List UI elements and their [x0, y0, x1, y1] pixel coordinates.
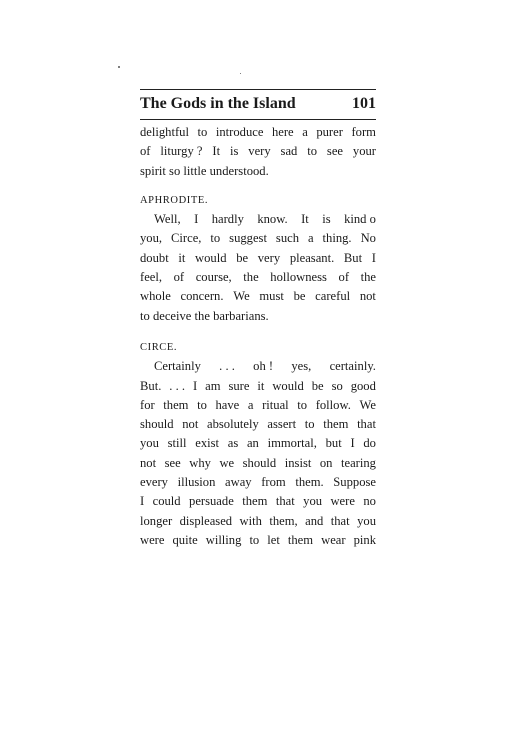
- word: would: [272, 378, 304, 393]
- paragraph-circe: [140, 357, 376, 550]
- word: to: [210, 231, 221, 246]
- word: you: [357, 513, 376, 528]
- word: No: [360, 231, 376, 246]
- word: But.: [140, 378, 162, 393]
- word: could: [152, 494, 181, 509]
- word: I: [140, 494, 145, 509]
- word: sure: [228, 378, 250, 393]
- word: your: [352, 144, 376, 159]
- word: from: [261, 475, 286, 490]
- word: and: [305, 513, 324, 528]
- word: why: [189, 455, 211, 470]
- word: concern.: [180, 289, 224, 304]
- word: would: [195, 250, 227, 265]
- word: to: [197, 397, 207, 412]
- word: you: [140, 436, 159, 451]
- print-speck: [118, 66, 120, 68]
- word: for: [140, 397, 155, 412]
- word: I: [350, 436, 355, 451]
- word: hollowness: [270, 270, 327, 285]
- word: exist: [195, 436, 220, 451]
- word: It: [212, 144, 221, 159]
- text-line: [140, 287, 376, 306]
- word: is: [229, 144, 239, 159]
- word: of: [173, 270, 185, 285]
- word: such: [275, 231, 300, 246]
- word: it: [257, 378, 265, 393]
- word: good: [350, 378, 376, 393]
- text-line: [140, 377, 376, 396]
- word: them.: [295, 475, 324, 490]
- word: quite: [172, 532, 198, 547]
- text-line: [140, 434, 376, 453]
- speaker-aphrodite: APHRODITE.: [140, 194, 209, 206]
- word: liturgy ?: [160, 144, 203, 159]
- word: were: [140, 532, 165, 547]
- word: you,: [140, 231, 163, 246]
- word: should: [140, 417, 174, 432]
- text-line: [140, 357, 376, 376]
- word: yes,: [291, 359, 312, 374]
- body-text: [140, 123, 376, 550]
- speaker-circe: CIRCE.: [140, 341, 178, 353]
- word: we: [219, 455, 235, 470]
- word: know.: [257, 212, 288, 227]
- word: be: [236, 250, 249, 265]
- text-line: [140, 473, 376, 492]
- word: let: [267, 532, 280, 547]
- page-number: 101: [352, 95, 376, 112]
- word: but: [325, 436, 342, 451]
- word: a: [247, 397, 254, 412]
- word: willing: [205, 532, 242, 547]
- word: should: [242, 455, 277, 470]
- word: here: [271, 125, 294, 139]
- word: It: [301, 212, 309, 227]
- word: course,: [195, 270, 232, 285]
- word: a: [302, 125, 308, 139]
- word: careful: [315, 289, 351, 304]
- word: . . .: [219, 359, 235, 374]
- word: sad: [280, 144, 298, 159]
- word: form: [351, 125, 376, 139]
- text-line: [140, 162, 376, 181]
- header-rule: [140, 119, 376, 120]
- paragraph-continuation: [140, 123, 376, 181]
- text-line: [140, 415, 376, 434]
- word: kind o: [344, 212, 376, 227]
- text-line: [140, 396, 376, 415]
- word: hardly: [211, 212, 244, 227]
- word: ritual: [262, 397, 289, 412]
- text-line: [140, 512, 376, 531]
- word: to: [307, 144, 318, 159]
- word: to deceive the barbarians.: [140, 308, 269, 323]
- word: tearing: [340, 455, 376, 470]
- word: you: [303, 494, 323, 509]
- text-line: [140, 229, 376, 248]
- text-line: [140, 249, 376, 268]
- text-line: [140, 492, 376, 511]
- word: am: [205, 378, 221, 393]
- word: as: [227, 436, 239, 451]
- word: away: [225, 475, 252, 490]
- word: But: [343, 250, 363, 265]
- word: not: [140, 455, 157, 470]
- word: them: [287, 532, 314, 547]
- word: not: [182, 417, 199, 432]
- word: be: [311, 378, 324, 393]
- top-rule: [140, 89, 376, 90]
- word: certainly.: [329, 359, 376, 374]
- word: feel,: [140, 270, 163, 285]
- word: immortal,: [267, 436, 317, 451]
- word: assert: [267, 417, 297, 432]
- word: the: [243, 270, 259, 285]
- text-line: [140, 307, 376, 326]
- word: that: [275, 494, 295, 509]
- word: absolutely: [207, 417, 259, 432]
- text-line: [140, 142, 376, 161]
- word: pink: [353, 532, 376, 547]
- word: so: [331, 378, 343, 393]
- word: of: [338, 270, 350, 285]
- word: must: [259, 289, 284, 304]
- word: Certainly: [154, 359, 201, 374]
- word: I: [371, 250, 376, 265]
- word: still: [167, 436, 187, 451]
- word: Suppose: [333, 475, 376, 490]
- word: them: [323, 417, 349, 432]
- word: very: [248, 144, 271, 159]
- word: no: [363, 494, 376, 509]
- word: follow.: [315, 397, 351, 412]
- word: every: [140, 475, 168, 490]
- word: We: [233, 289, 250, 304]
- word: oh !: [253, 359, 274, 374]
- word: them,: [269, 513, 298, 528]
- word: with: [239, 513, 262, 528]
- word: . . .: [169, 378, 186, 393]
- word: displeased: [179, 513, 233, 528]
- word: to: [249, 532, 260, 547]
- word: be: [293, 289, 306, 304]
- running-header: [140, 95, 376, 117]
- word: on: [319, 455, 333, 470]
- word: to: [297, 397, 308, 412]
- word: pleasant.: [289, 250, 335, 265]
- print-speck: [240, 73, 241, 74]
- word: suggest: [229, 231, 267, 246]
- running-title: The Gods in the Island: [140, 95, 296, 112]
- word: wear: [321, 532, 346, 547]
- paragraph-aphrodite: [140, 210, 376, 326]
- text-line: [140, 454, 376, 473]
- word: thing.: [322, 231, 352, 246]
- word: introduce: [215, 125, 264, 139]
- word: Well,: [154, 212, 181, 227]
- word: illusion: [177, 475, 216, 490]
- word: have: [215, 397, 240, 412]
- word: insist: [284, 455, 312, 470]
- word: to: [304, 417, 315, 432]
- word: We: [359, 397, 376, 412]
- word: the: [360, 270, 376, 285]
- word: purer: [316, 125, 343, 139]
- word: not: [359, 289, 376, 304]
- word: longer: [140, 513, 173, 528]
- word: whole: [140, 289, 171, 304]
- word: Circe,: [171, 231, 202, 246]
- word: spirit so little understood.: [140, 163, 269, 178]
- word: them: [163, 397, 189, 412]
- word: delightful: [140, 125, 189, 139]
- word: very: [257, 250, 281, 265]
- word: I: [192, 378, 198, 393]
- text-line: [140, 268, 376, 287]
- word: persuade: [189, 494, 234, 509]
- text-line: [140, 210, 376, 229]
- word: them: [242, 494, 268, 509]
- word: see: [164, 455, 181, 470]
- word: a: [307, 231, 314, 246]
- word: to: [197, 125, 208, 139]
- word: is: [322, 212, 331, 227]
- word: do: [363, 436, 376, 451]
- word: that: [357, 417, 376, 432]
- word: that: [330, 513, 350, 528]
- word: doubt: [140, 250, 169, 265]
- word: an: [246, 436, 259, 451]
- text-line: [140, 123, 376, 142]
- word: I: [194, 212, 199, 227]
- text-line: [140, 531, 376, 550]
- word: were: [330, 494, 355, 509]
- word: of: [140, 144, 151, 159]
- word: see: [326, 144, 344, 159]
- word: it: [178, 250, 186, 265]
